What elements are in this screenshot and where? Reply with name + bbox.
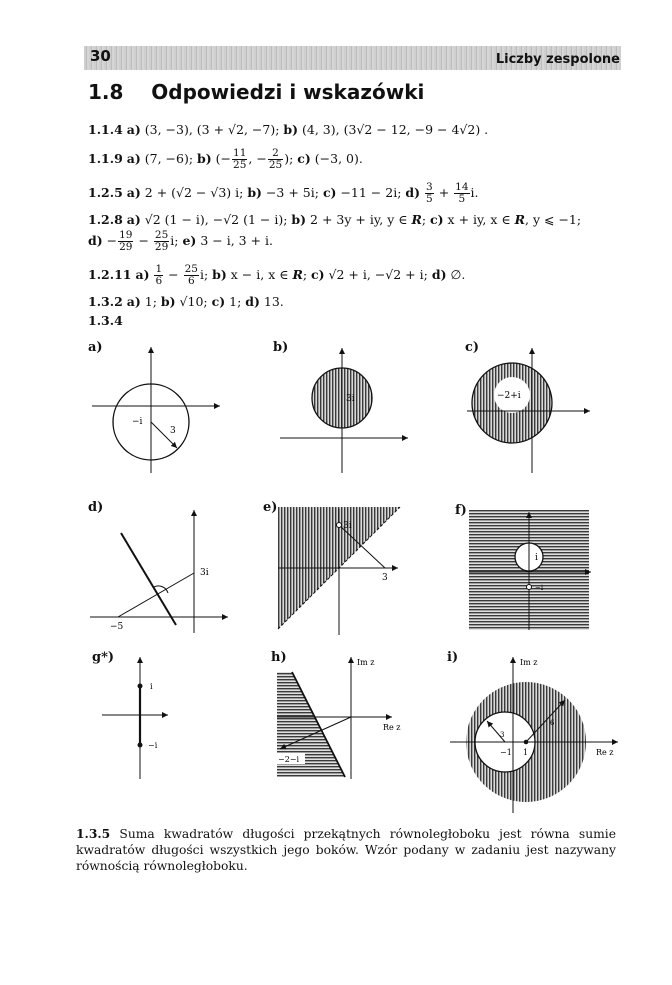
figure-a-label: a) <box>88 340 103 355</box>
right-point-label: 1 <box>523 748 529 757</box>
answer-label: 1.3.4 <box>88 313 123 328</box>
numerator: 25 <box>184 263 198 275</box>
reals-symbol: R <box>514 212 526 227</box>
numerator: 11 <box>233 147 247 159</box>
text: x − i, x ∈ <box>226 267 293 282</box>
text: 2 + (√2 − √3) i; <box>140 185 248 200</box>
numerator: 3 <box>426 181 433 193</box>
answer-label: 1.1.4 <box>88 122 123 137</box>
text: , − <box>248 151 267 166</box>
figure-h-label: h) <box>271 650 287 665</box>
answer-1-3-4 <box>88 313 123 328</box>
figure-e <box>278 507 408 637</box>
page-number: 30 <box>90 47 111 65</box>
part-d: d) <box>405 185 421 200</box>
denominator: 5 <box>458 193 466 205</box>
figure-a <box>88 345 268 475</box>
radius-label: 3 <box>170 426 176 436</box>
im-axis-label: Im z <box>520 658 538 667</box>
text: i; <box>170 233 183 248</box>
text: √10; <box>175 294 212 309</box>
numerator: 14 <box>455 181 469 193</box>
inner-radius-label: 3 <box>500 731 505 739</box>
part-b: b) <box>160 294 176 309</box>
section-heading: Odpowiedzi i wskazówki <box>151 80 425 104</box>
denominator: 29 <box>119 241 133 253</box>
section-number: 1.8 <box>88 80 124 104</box>
text: √2 (1 − i), −√2 (1 − i); <box>140 212 292 227</box>
text: 3 − i, 3 + i. <box>196 233 273 248</box>
center-label: i <box>535 553 538 563</box>
text: ); <box>284 151 298 166</box>
text: −11 − 2i; <box>336 185 406 200</box>
text: − <box>164 267 183 282</box>
figure-c-label: c) <box>465 340 480 355</box>
fraction <box>454 182 469 205</box>
part-b: b) <box>283 122 299 137</box>
figure-d <box>88 505 268 635</box>
text: (− <box>211 151 232 166</box>
fraction <box>184 264 199 287</box>
part-b: b) <box>291 212 307 227</box>
numerator: 2 <box>268 148 283 160</box>
figure-c <box>465 345 605 475</box>
text: 1; <box>225 294 246 309</box>
text: ; <box>421 212 431 227</box>
fraction <box>232 148 247 171</box>
point-label: −i <box>535 584 544 592</box>
reals-symbol: R <box>292 267 303 282</box>
part-c: c) <box>311 267 325 282</box>
figure-g-label: g*) <box>92 650 115 665</box>
top-label: i <box>150 682 153 691</box>
answer-1-3-2 <box>88 294 284 309</box>
part-a: a) <box>126 151 141 166</box>
answer-label: 1.2.11 <box>88 267 132 282</box>
text: 2 + 3y + iy, y ∈ <box>306 212 412 227</box>
answer-1-1-4 <box>88 122 488 137</box>
point-label: 3i <box>200 568 209 578</box>
text: −3 + 5i; <box>261 185 323 200</box>
part-b: b) <box>212 267 227 282</box>
figure-b-label: b) <box>273 340 289 355</box>
part-c: c) <box>322 185 337 200</box>
part-b: b) <box>197 151 212 166</box>
part-c: c) <box>211 294 226 309</box>
reals-symbol: R <box>411 212 422 227</box>
part-c: c) <box>297 151 311 166</box>
text: (7, −6); <box>140 151 198 166</box>
part-c: c) <box>430 212 444 227</box>
fraction <box>268 148 283 171</box>
numerator: 1 <box>155 263 163 275</box>
fraction <box>425 182 434 205</box>
part-d: d) <box>88 233 103 248</box>
figure-d-label: d) <box>88 500 104 515</box>
denominator: 25 <box>233 159 247 171</box>
denominator: 29 <box>154 241 169 253</box>
outer-radius-label: 6 <box>550 719 555 727</box>
fraction <box>154 264 163 287</box>
text: (3 + √2, −7); <box>196 122 284 137</box>
section-title <box>88 80 424 104</box>
part-b: b) <box>247 185 262 200</box>
answer-label: 1.2.8 <box>88 212 123 227</box>
x-label: 3 <box>382 573 388 583</box>
answer-1-1-9 <box>88 148 363 171</box>
text: i. <box>470 185 479 200</box>
answer-1-2-8 <box>88 212 581 227</box>
figure-e-label: e) <box>263 500 278 515</box>
part-a: a) <box>126 185 141 200</box>
text: ; <box>302 267 312 282</box>
text: 1; <box>140 294 161 309</box>
answer-1-3-5 <box>76 826 616 874</box>
text <box>150 267 154 282</box>
part-a: a) <box>126 294 141 309</box>
center-label: −2+i <box>497 391 521 401</box>
fraction <box>118 230 133 253</box>
figure-f <box>469 510 594 635</box>
answer-label: 1.2.5 <box>88 185 123 200</box>
x-label: −5 <box>110 622 124 632</box>
text: (3, −3), <box>140 122 197 137</box>
text: ∅. <box>446 267 466 282</box>
text: i; <box>199 267 213 282</box>
denominator: 6 <box>187 275 195 287</box>
re-axis-label: Re z <box>383 723 401 732</box>
numerator: 19 <box>119 229 133 241</box>
paragraph-text: Suma kwadratów długości przekątnych równoległoboku jest równa sumie kwadratów długości wszystkich jego boków. Wzór podany w zadaniu jest nazywany równością równoległoboku. <box>76 827 616 873</box>
text: (4, 3), <box>298 122 344 137</box>
point-label: −2−i <box>278 755 300 764</box>
text: − <box>134 233 153 248</box>
text <box>420 185 424 200</box>
text: + <box>434 185 454 200</box>
denominator: 25 <box>268 159 283 171</box>
text: (−3, 0). <box>310 151 363 166</box>
bottom-label: −i <box>148 741 158 750</box>
figure-g <box>100 655 200 780</box>
left-point-label: −1 <box>500 748 512 757</box>
text: √2 + i, −√2 + i; <box>324 267 432 282</box>
part-a: a) <box>126 122 141 137</box>
running-head: Liczby zespolone <box>495 52 620 67</box>
part-d: d) <box>431 267 447 282</box>
answer-1-2-5 <box>88 182 479 205</box>
figure-i <box>450 655 630 815</box>
text: x + iy, x ∈ <box>443 212 515 227</box>
answer-label: 1.3.5 <box>76 826 111 841</box>
figure-i-label: i) <box>447 650 459 665</box>
part-d: d) <box>245 294 260 309</box>
figure-h <box>277 655 427 780</box>
denominator: 6 <box>155 275 163 287</box>
center-label: −i <box>132 417 143 427</box>
numerator: 25 <box>154 229 169 241</box>
text: (3√2 − 12, −9 − 4√2) . <box>343 122 489 137</box>
text: , y ⩽ −1; <box>525 212 582 227</box>
part-e: e) <box>182 233 197 248</box>
figure-b <box>278 345 418 475</box>
answer-label: 1.3.2 <box>88 294 123 309</box>
part-a: a) <box>135 267 150 282</box>
center-label: 3i <box>346 394 355 404</box>
fraction <box>154 230 169 253</box>
answer-1-2-11 <box>88 264 465 287</box>
text: 13. <box>259 294 284 309</box>
answer-1-2-8-cont <box>88 230 273 253</box>
part-a: a) <box>126 212 141 227</box>
answer-label: 1.1.9 <box>88 151 123 166</box>
figure-f-label: f) <box>455 503 467 518</box>
point-label: 3i <box>343 521 352 531</box>
text: − <box>102 233 118 248</box>
im-axis-label: Im z <box>357 658 375 667</box>
re-axis-label: Re z <box>596 748 614 757</box>
denominator: 5 <box>426 193 433 205</box>
